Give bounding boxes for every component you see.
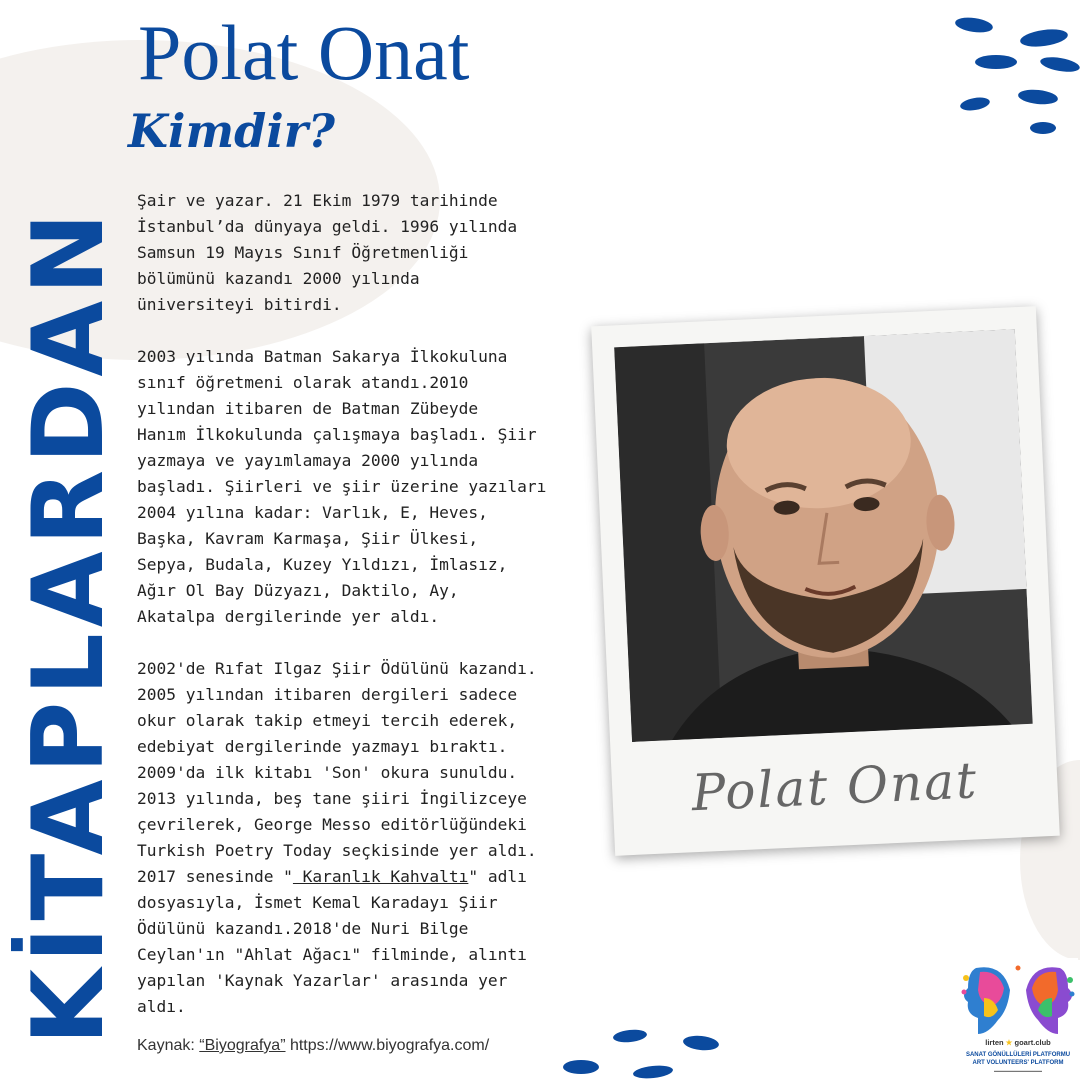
book-title-link[interactable]: Karanlık Kahvaltı (292, 867, 469, 886)
bio-text: 2002'de Rıfat Ilgaz Şiir Ödülünü kazandı. 2005 yılından itibaren dergileri sadece okur olarak takip etmeyi tercih ederek, edebiyat dergilerinde yazmayı bıraktı. 2009'da ilk kitabı 'Son' okura sunuldu. 2013 yılında, beş tane şiiri İngilizceye çevrilerek, George Messo editörlüğündeki Turkish Poetry Today seçkisinde yer aldı. 2017 senesinde " (137, 659, 537, 886)
source-label: Kaynak: (137, 1037, 200, 1054)
star-icon: ★ (1005, 1038, 1013, 1047)
source-link[interactable]: “Biyografya” (199, 1037, 286, 1054)
decorative-dash (1017, 88, 1058, 106)
bio-paragraph: Şair ve yazar. 21 Ekim 1979 tarihinde İstanbul’da dünyaya geldi. 1996 yılında Samsun 19 Mayıs Sınıf Öğretmenliği bölümünü kazandı 2000 yılında üniversiteyi bitirdi. (137, 191, 518, 314)
page-title: Polat Onat (138, 9, 470, 96)
decorative-dash (1039, 55, 1080, 75)
logo-tagline-en: ART VOLUNTEERS' PLATFORM (972, 1060, 1064, 1066)
decorative-dash (954, 15, 994, 34)
logo-fineprint: ▬▬▬▬▬▬▬▬▬▬▬▬ (994, 1068, 1042, 1073)
biography-text (137, 188, 577, 1046)
decorative-dash (1030, 122, 1056, 134)
decorative-dash (563, 1060, 599, 1074)
decorative-dash (632, 1064, 673, 1080)
page-subtitle: Kimdir? (128, 104, 335, 158)
bio-paragraph (137, 656, 577, 1020)
decorative-dash (959, 95, 991, 112)
decorative-dash (1019, 27, 1069, 50)
signature: Polat Onat (690, 751, 980, 823)
logo-names (958, 1038, 1078, 1047)
decorative-dash (975, 55, 1017, 69)
source-line (137, 1037, 489, 1055)
logo-art (958, 958, 1078, 1038)
source-url[interactable]: https://www.biyografya.com/ (285, 1037, 490, 1054)
logo-name-left: lirten (985, 1038, 1004, 1047)
decorative-dash (682, 1034, 719, 1052)
portrait-photo (614, 329, 1033, 742)
side-title: KİTAPLARDAN (12, 206, 126, 1045)
bio-text: " adlı dosyasıyla, İsmet Kemal Karadayı Şiir Ödülünü kazandı.2018'de Nuri Bilge Ceylan'ın "Ahlat Ağacı" filminde, alıntı yapılan 'Kaynak Yazarlar' arasında yer aldı. (137, 867, 527, 1016)
logo-name-right: goart.club (1014, 1038, 1051, 1047)
goart-logo (958, 958, 1078, 1076)
decorative-dash (612, 1028, 647, 1043)
bio-paragraph: 2003 yılında Batman Sakarya İlkokuluna sınıf öğretmeni olarak atandı.2010 yılından itibaren de Batman Zübeyde Hanım İlkokulunda çalışmaya başladı. Şiir yazmaya ve yayımlamaya 2000 yılında başladı. Şiirleri ve şiir üzerine yazıları 2004 yılına kadar: Varlık, E, Heves, Başka, Kavram Karmaşa, Şiir Ülkesi, Sepya, Budala, Kuzey Yıldızı, İmlasız, Ağır Ol Bay Düzyazı, Daktilo, Ay, Akatalpa dergilerinde yer aldı. (137, 347, 547, 626)
portrait-illustration (614, 329, 1033, 742)
logo-tagline: SANAT GÖNÜLLÜLERİ PLATFORMU (965, 1052, 1071, 1058)
polaroid-photo-frame (591, 306, 1060, 856)
